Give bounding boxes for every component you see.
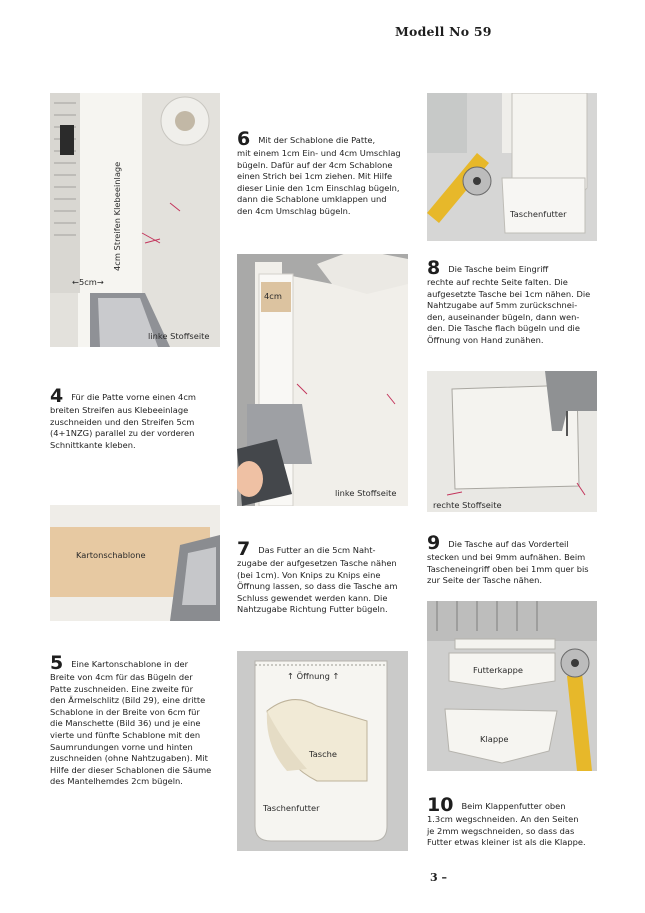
photo-step-4 bbox=[50, 93, 220, 347]
photo-label-side: rechte Stoffseite bbox=[433, 500, 502, 510]
photo-step-6 bbox=[237, 254, 408, 506]
step-number: 10 bbox=[427, 794, 454, 816]
page-title: Modell No 59 bbox=[395, 24, 492, 39]
photo-label-strip: 4cm Streifen Klebeeinlage bbox=[112, 161, 122, 271]
photo-label-lining: Taschenfutter bbox=[263, 803, 320, 813]
step-5: 5 Eine Kartonschablone in der Breite von 4cm für das Bügeln der Patte zuschneiden. Eine zweite für den Ärmelschlitz (Bild 29), eine dritte Schablone in der Breite von 6cm für die Manschette (Bild 36) und je eine vierte und fünfte Schablone mit den Saumrundungen vorne und hinten zuschneiden (ohne Nahtzugaben). Mit Hilfe der dieser Schablonen die Säume des Mantelhemdes 2cm bügeln. bbox=[50, 652, 212, 787]
step-number: 4 bbox=[50, 385, 64, 407]
photo-step-8-sewing bbox=[427, 371, 597, 512]
photo-step-8-top bbox=[427, 93, 597, 241]
photo-label-cap: Futterkappe bbox=[473, 665, 523, 675]
photo-step-10 bbox=[427, 601, 597, 771]
photo-label-template: Kartonschablone bbox=[76, 550, 146, 560]
step-number: 8 bbox=[427, 257, 441, 279]
step-number: 9 bbox=[427, 532, 441, 554]
step-number: 5 bbox=[50, 652, 64, 674]
photo-label-measure: ←5cm→ bbox=[72, 277, 104, 287]
photo-step-5 bbox=[50, 505, 220, 621]
photo-label-opening: ↑ Öffnung ↑ bbox=[287, 671, 340, 681]
photo-label-lining: Taschenfutter bbox=[510, 209, 567, 219]
photo-label-flap: Klappe bbox=[480, 734, 509, 744]
step-number: 7 bbox=[237, 538, 251, 560]
photo-label-side: linke Stoffseite bbox=[148, 331, 210, 341]
page-number: 3 – bbox=[430, 871, 447, 884]
photo-label-side: linke Stoffseite bbox=[335, 488, 397, 498]
step-10: 10 Beim Klappenfutter oben 1.3cm wegschneiden. An den Seiten je 2mm wegschneiden, so dass das Futter etwas kleiner ist als die Klappe. bbox=[427, 794, 586, 848]
photo-label-tag: 4cm bbox=[264, 291, 282, 301]
step-9: 9 Die Tasche auf das Vorderteil stecken und bei 9mm aufnähen. Beim Tascheneingriff oben bei 1mm quer bis zur Seite der Tasche nähen. bbox=[427, 532, 589, 586]
step-4: 4 Für die Patte vorne einen 4cm breiten Streifen aus Klebeeinlage zuschneiden und den Streifen 5cm (4+1NZG) parallel zu der vorderen Schnittkante kleben. bbox=[50, 385, 196, 450]
step-7: 7 Das Futter an die 5cm Naht- zugabe der aufgesetzen Tasche nähen (bei 1cm). Von Knips zu Knips eine Öffnung lassen, so dass die Tasche am Schluss gewendet werden kann. Die Nahtzugabe Richtung Futter bügeln. bbox=[237, 538, 398, 615]
step-8: 8 Die Tasche beim Eingriff rechte auf rechte Seite falten. Die aufgesetzte Tasche bei 1cm nähen. Die Nahtzugabe auf 5mm zurückschnei- den, auseinander bügeln, dann wen- den. Die Tasche flach bügeln und die Öffnung von Hand zunähen. bbox=[427, 257, 591, 345]
photo-step-7 bbox=[237, 651, 408, 851]
step-6: 6 Mit der Schablone die Patte, mit einem 1cm Ein- und 4cm Umschlag bügeln. Dafür auf der 4cm Schablone einen Strich bei 1cm ziehen. Mit Hilfe dieser Linie den 1cm Einschlag bügeln, dann die Schablone umklappen und den 4cm Umschlag bügeln. bbox=[237, 128, 401, 216]
step-number: 6 bbox=[237, 128, 251, 150]
photo-label-pocket: Tasche bbox=[309, 749, 338, 759]
